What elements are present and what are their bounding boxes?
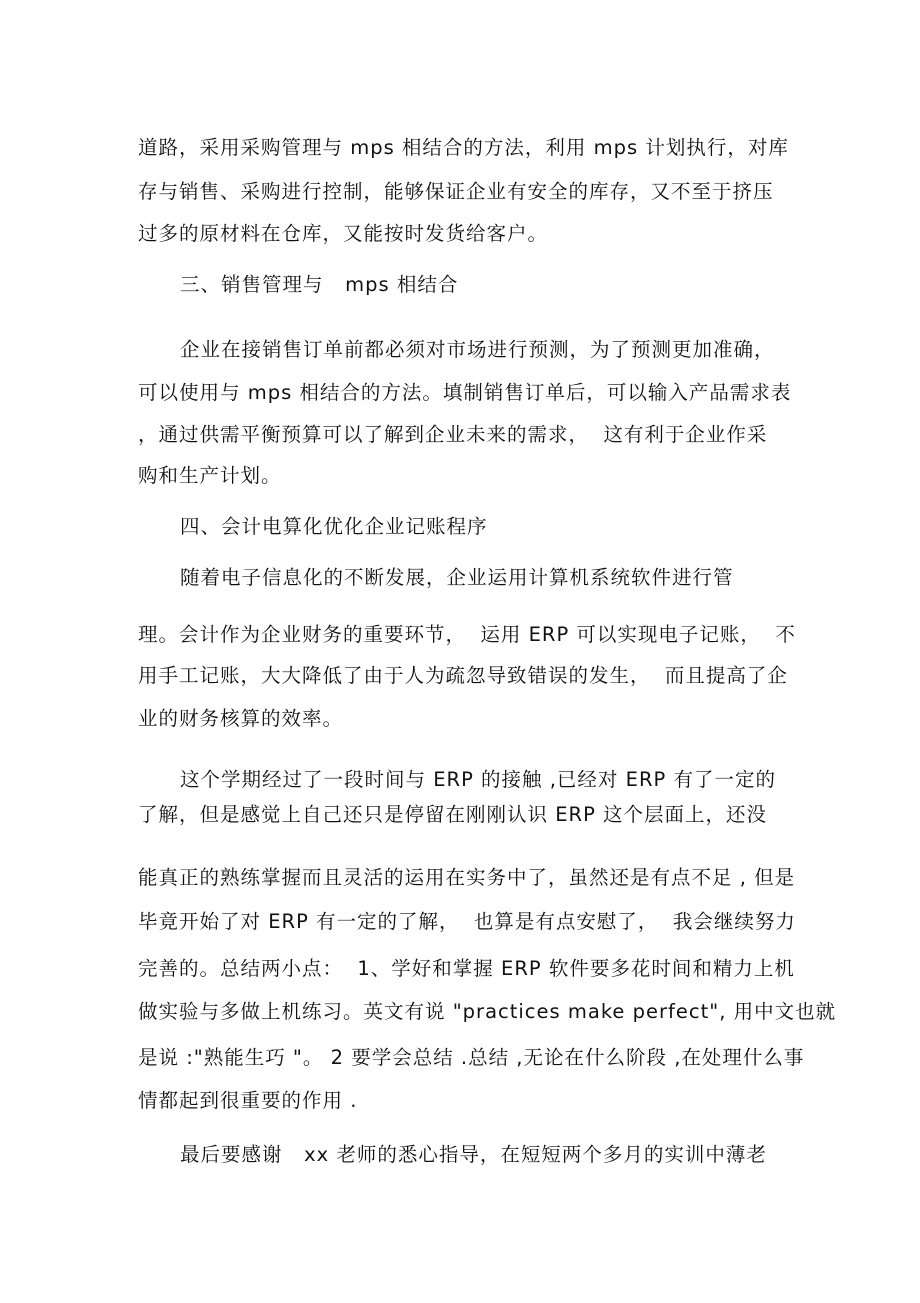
paragraph-line: 企业在接销售订单前都必须对市场进行预测，为了预测更加准确， (180, 338, 775, 361)
paragraph-line: 存与销售、采购进行控制，能够保证企业有安全的库存，又不至于挤压 (138, 180, 774, 203)
paragraph-line: 用手工记账，大大降低了由于人为疏忽导致错误的发生， 而且提高了企 (138, 664, 788, 687)
paragraph-line: 做实验与多做上机练习。英文有说 "practices make perfect", 用中文也就 (138, 1000, 837, 1023)
paragraph-line: 最后要感谢 xx 老师的悉心指导，在短短两个多月的实训中薄老 (180, 1143, 767, 1166)
paragraph-line: 随着电子信息化的不断发展，企业运用计算机系统软件进行管 (180, 566, 734, 589)
paragraph-line: 能真正的熟练掌握而且灵活的运用在实务中了，虽然还是有点不足 , 但是 (138, 866, 796, 889)
paragraph-line: 道路，采用采购管理与 mps 相结合的方法，利用 mps 计划执行，对库 (138, 136, 789, 159)
paragraph-line: 购和生产计划。 (138, 464, 282, 487)
paragraph-line: 可以使用与 mps 相结合的方法。填制销售订单后，可以输入产品需求表 (138, 381, 792, 404)
paragraph-line: 理。会计作为企业财务的重要环节， 运用 ERP 可以实现电子记账， 不 (138, 623, 796, 646)
paragraph-line: 过多的原材料在仓库，又能按时发货给客户。 (138, 222, 549, 245)
paragraph-line: 了解，但是感觉上自己还只是停留在刚刚认识 ERP 这个层面上，还没 (138, 803, 768, 826)
section-heading: 四、会计电算化优化企业记账程序 (180, 515, 488, 538)
paragraph-line: 是说 :"熟能生巧 "。 2 要学会总结 .总结 ,无论在什么阶段 ,在处理什么事 (138, 1046, 805, 1069)
paragraph-line: 这个学期经过了一段时间与 ERP 的接触 ,已经对 ERP 有了一定的 (180, 768, 776, 791)
paragraph-line: 业的财务核算的效率。 (138, 707, 344, 730)
paragraph-line: ，通过供需平衡预算可以了解到企业未来的需求， 这有利于企业作采 (138, 423, 768, 446)
paragraph-line: 毕竟开始了对 ERP 有一定的了解， 也算是有点安慰了， 我会继续努力 (138, 910, 796, 933)
section-heading: 三、销售管理与 mps 相结合 (180, 273, 459, 296)
paragraph-line: 完善的。总结两小点： 1、学好和掌握 ERP 软件要多花时间和精力上机 (138, 957, 795, 980)
paragraph-line: 情都起到很重要的作用 . (138, 1089, 358, 1112)
